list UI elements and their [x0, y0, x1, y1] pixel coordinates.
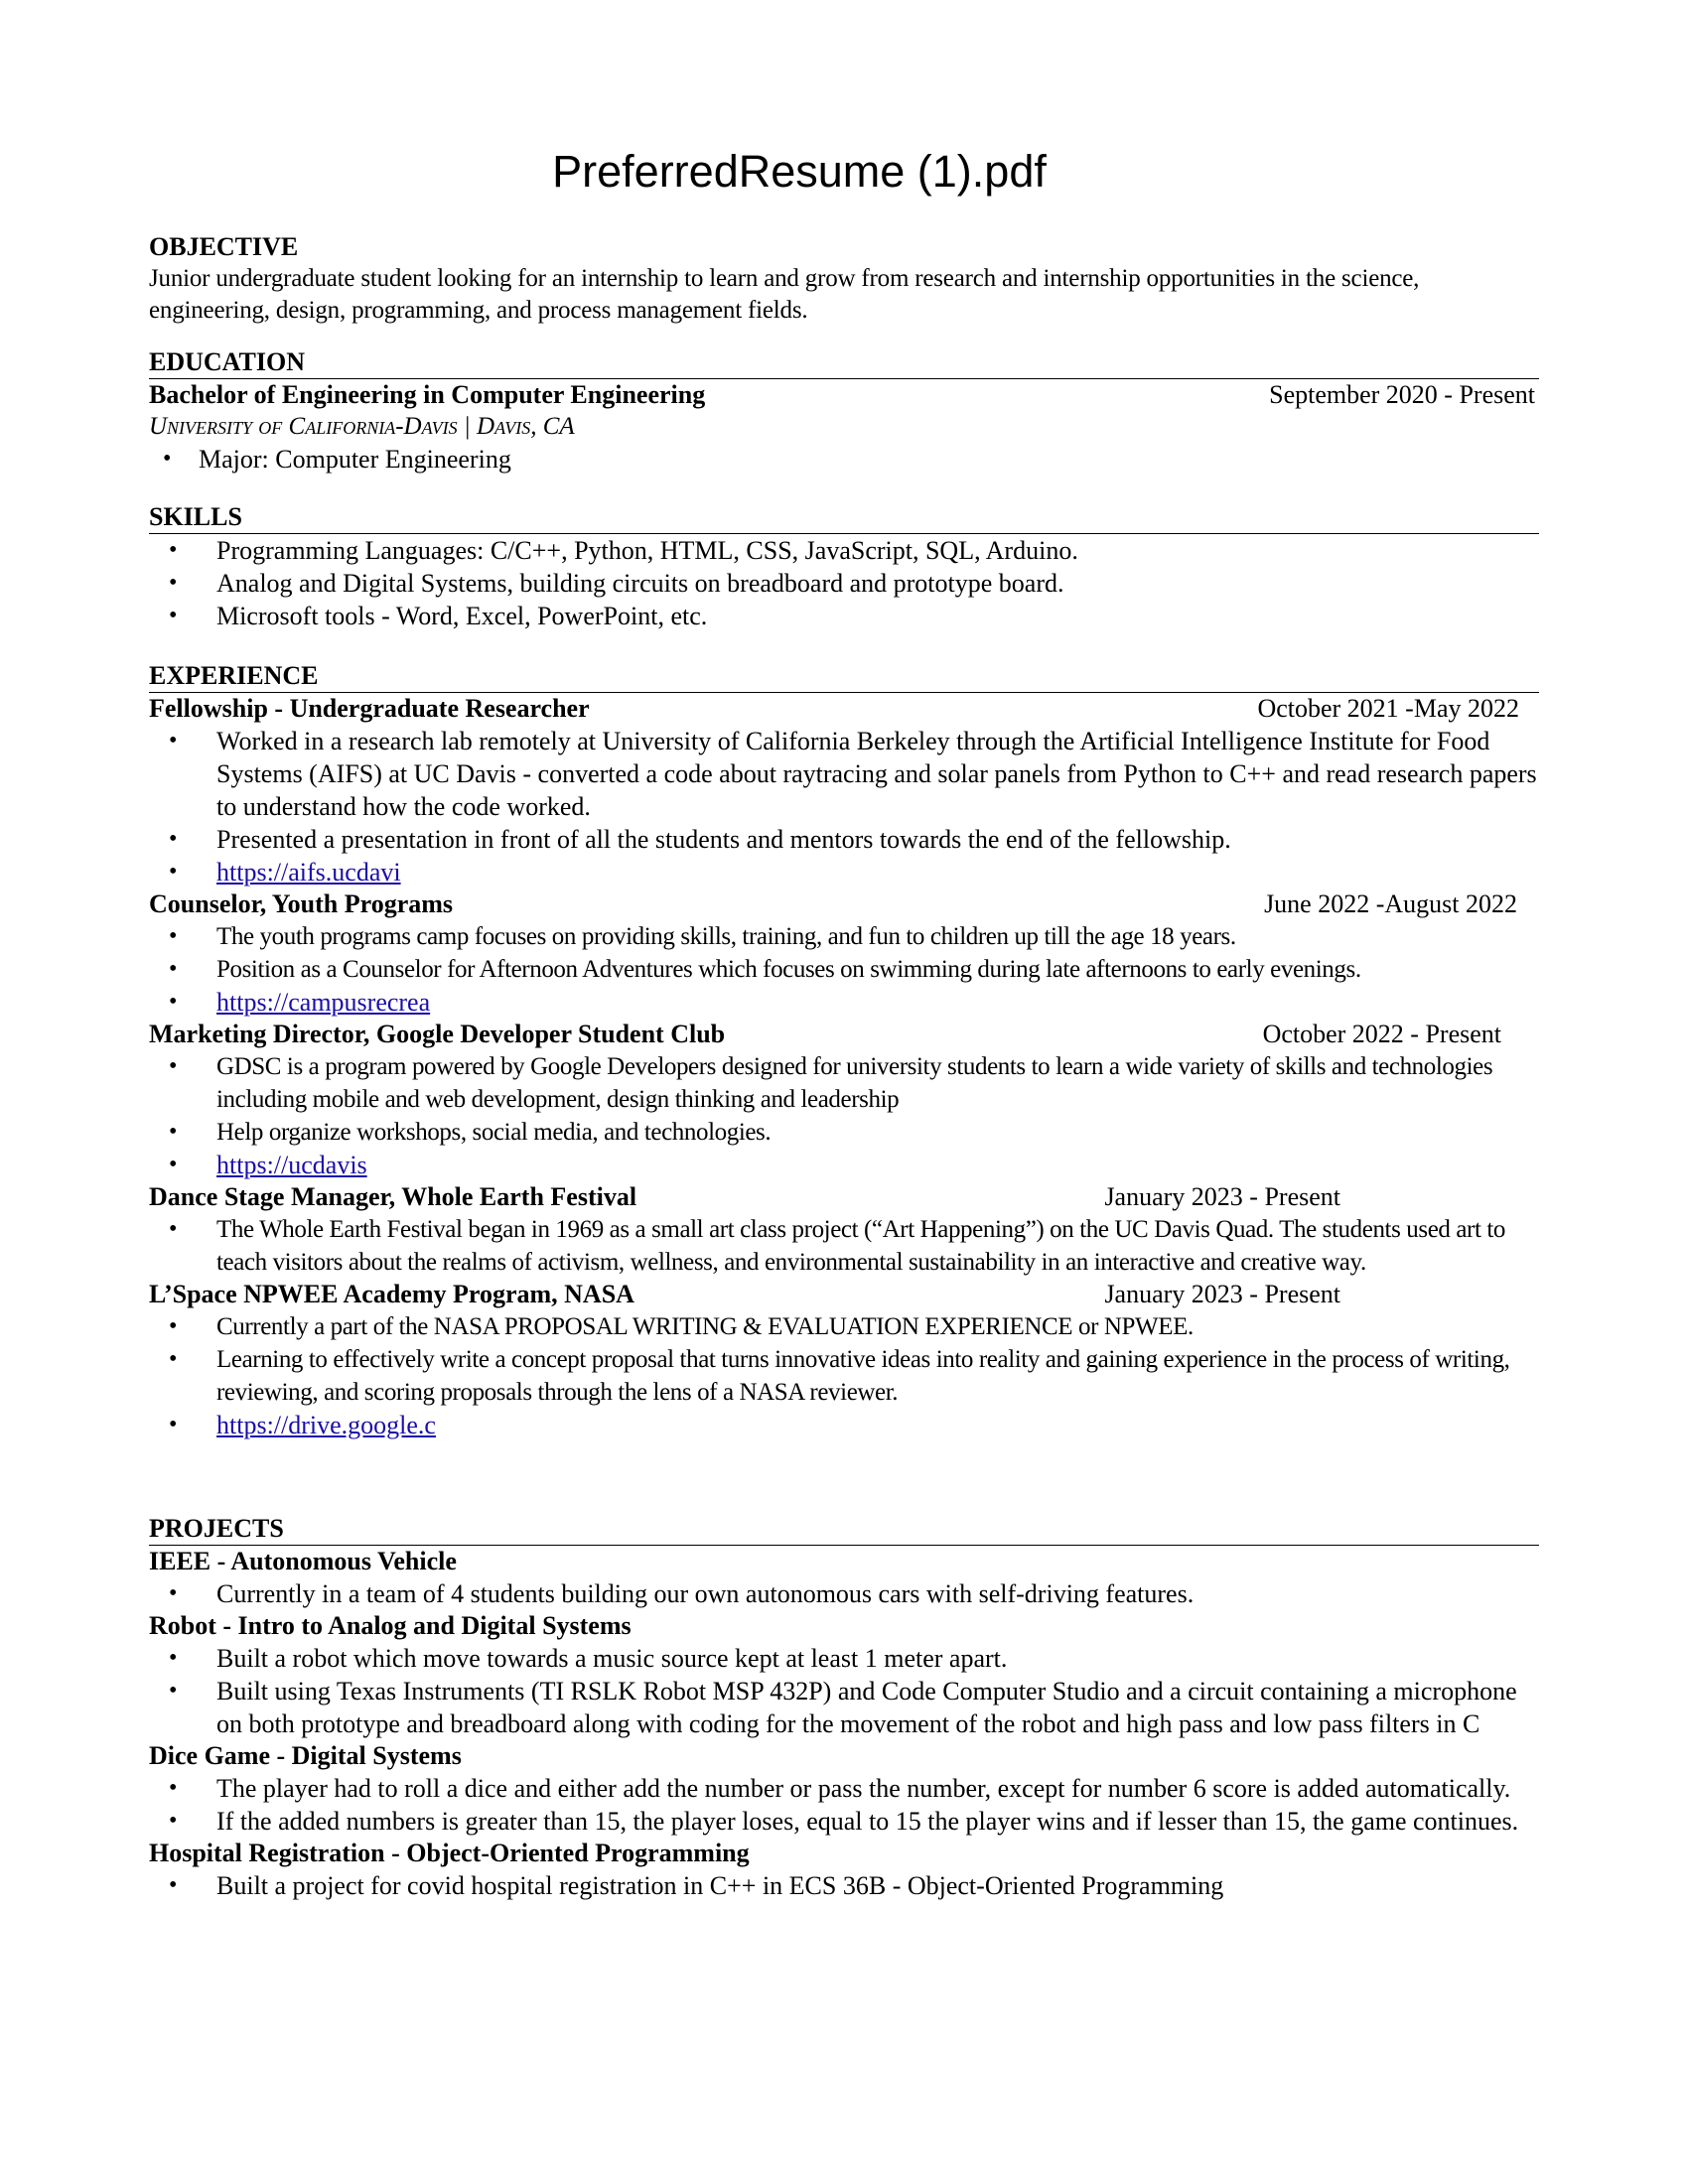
experience-entry	[149, 1181, 1539, 1279]
entry-bullets	[149, 1050, 1539, 1181]
entry-header	[149, 1019, 1539, 1050]
objective-section	[149, 231, 1539, 327]
list-item: • Built a project for covid hospital registration in C++ in ECS 36B - Object-Oriented Programming	[149, 1869, 1539, 1902]
entry-header	[149, 1279, 1539, 1310]
entry-bullets	[149, 1772, 1539, 1838]
entry-header	[149, 1181, 1539, 1213]
list-item: • Analog and Digital Systems, building circuits on breadboard and prototype board.	[149, 567, 1539, 600]
entry-bullets	[149, 1577, 1539, 1610]
degree-title: Bachelor of Engineering in Computer Engineering	[149, 380, 706, 409]
experience-entry	[149, 888, 1539, 1019]
education-bullets	[149, 443, 1539, 476]
project-entry	[149, 1610, 1539, 1740]
list-item: • The youth programs camp focuses on providing skills, training, and fun to children up till the age 18 years.	[149, 920, 1539, 953]
list-item: • Position as a Counselor for Afternoon Adventures which focuses on swimming during late afternoons to early evenings.	[149, 953, 1539, 986]
list-item	[149, 1409, 1539, 1441]
list-item: • Help organize workshops, social media, and technologies.	[149, 1116, 1539, 1149]
entry-title: Dice Game - Digital Systems	[149, 1741, 462, 1770]
entry-title: Robot - Intro to Analog and Digital Systems	[149, 1611, 632, 1640]
university-name: University of California-Davis | Davis, CA	[149, 413, 575, 440]
entry-title: Counselor, Youth Programs	[149, 889, 454, 918]
list-item: • If the added numbers is greater than 15, the player loses, equal to 15 the player wins and if lesser than 15, the game continues.	[149, 1805, 1539, 1838]
entry-bullets	[149, 1869, 1539, 1902]
education-date: September 2020 - Present	[1269, 380, 1535, 409]
entry-bullets	[149, 1642, 1539, 1740]
entry-header	[149, 888, 1539, 920]
entry-header	[149, 693, 1539, 725]
education-heading: EDUCATION	[149, 346, 1539, 379]
list-item: • Microsoft tools - Word, Excel, PowerPoint, etc.	[149, 600, 1539, 632]
list-item	[149, 1149, 1539, 1181]
list-item	[149, 856, 1539, 888]
experience-heading: EXPERIENCE	[149, 660, 1539, 693]
project-entry	[149, 1740, 1539, 1838]
entry-header	[149, 1546, 1539, 1577]
list-item: • The Whole Earth Festival began in 1969 as a small art class project (“Art Happening”) on the UC Davis Quad. The students used art to teach visitors about the realms of activism, wellness, and environmental sustainability in an interactive and creative way.	[149, 1213, 1539, 1279]
list-item: • GDSC is a program powered by Google Developers designed for university students to learn a wide variety of skills and technologies including mobile and web development, design thinking and leadership	[149, 1050, 1539, 1116]
entry-date: October 2022 - Present	[1262, 1020, 1501, 1048]
entry-title: IEEE - Autonomous Vehicle	[149, 1547, 457, 1575]
experience-entry	[149, 1019, 1539, 1181]
experience-entry	[149, 1279, 1539, 1441]
entry-bullets	[149, 1213, 1539, 1279]
project-entry	[149, 1838, 1539, 1902]
list-item: • Learning to effectively write a concept proposal that turns innovative ideas into reality and gaining experience in the process of writing, reviewing, and scoring proposals through the lens of a NASA reviewer.	[149, 1343, 1539, 1409]
list-item	[149, 986, 1539, 1019]
youth-programs-link[interactable]: https://campusrecrea	[216, 988, 431, 1017]
project-entry	[149, 1546, 1539, 1610]
experience-entry	[149, 693, 1539, 888]
entry-bullets	[149, 920, 1539, 1019]
entry-title: Hospital Registration - Object-Oriented Programming	[149, 1839, 750, 1867]
entry-date: June 2022 -August 2022	[1264, 889, 1517, 918]
objective-text: Junior undergraduate student looking for an internship to learn and grow from research and internship opportunities in the science, engineering, design, programming, and process management fields.	[149, 265, 1420, 324]
npwee-link[interactable]: https://drive.google.c	[216, 1411, 436, 1439]
entry-bullets	[149, 1310, 1539, 1441]
entry-title: Marketing Director, Google Developer Student Club	[149, 1020, 726, 1048]
list-item: • Built a robot which move towards a music source kept at least 1 meter apart.	[149, 1642, 1539, 1675]
projects-heading: PROJECTS	[149, 1513, 1539, 1546]
entry-bullets	[149, 725, 1539, 888]
skills-heading: SKILLS	[149, 501, 1539, 534]
skills-bullets	[149, 534, 1539, 632]
entry-header	[149, 1740, 1539, 1772]
list-item: • The player had to roll a dice and either add the number or pass the number, except for number 6 score is added automatically.	[149, 1772, 1539, 1805]
entry-title: Dance Stage Manager, Whole Earth Festival	[149, 1182, 637, 1211]
list-item: • Presented a presentation in front of all the students and mentors towards the end of the fellowship.	[149, 823, 1539, 856]
entry-date: October 2021 -May 2022	[1257, 694, 1519, 723]
entry-date: January 2023 - Present	[1104, 1182, 1340, 1211]
fellowship-link[interactable]: https://aifs.ucdavi	[216, 858, 401, 887]
entry-header	[149, 1838, 1539, 1869]
list-item: • Major: Computer Engineering	[149, 443, 1539, 476]
entry-header	[149, 1610, 1539, 1642]
list-item: • Currently a part of the NASA PROPOSAL WRITING & EVALUATION EXPERIENCE or NPWEE.	[149, 1310, 1539, 1343]
gdsc-link[interactable]: https://ucdavis	[216, 1151, 367, 1179]
experience-section	[149, 660, 1539, 1441]
list-item: • Worked in a research lab remotely at University of California Berkeley through the Artificial Intelligence Institute for Food Systems (AIFS) at UC Davis - converted a code about raytracing and solar panels from Python to C++ and read research papers to understand how the code worked.	[149, 725, 1539, 823]
skills-section	[149, 501, 1539, 632]
entry-date: January 2023 - Present	[1104, 1280, 1340, 1308]
objective-heading: OBJECTIVE	[149, 232, 299, 261]
document-title: PreferredResume (1).pdf	[552, 146, 1047, 197]
entry-title: Fellowship - Undergraduate Researcher	[149, 694, 590, 723]
list-item: • Built using Texas Instruments (TI RSLK Robot MSP 432P) and Code Computer Studio and a circuit containing a microphone on both prototype and breadboard along with coding for the movement of the robot and high pass and low pass filters in C	[149, 1675, 1539, 1740]
list-item: • Programming Languages: C/C++, Python, HTML, CSS, JavaScript, SQL, Arduino.	[149, 534, 1539, 567]
list-item: • Currently in a team of 4 students building our own autonomous cars with self-driving features.	[149, 1577, 1539, 1610]
education-section	[149, 346, 1539, 476]
education-entry-header	[149, 379, 1539, 411]
entry-title: L’Space NPWEE Academy Program, NASA	[149, 1280, 634, 1308]
projects-section	[149, 1513, 1539, 1902]
